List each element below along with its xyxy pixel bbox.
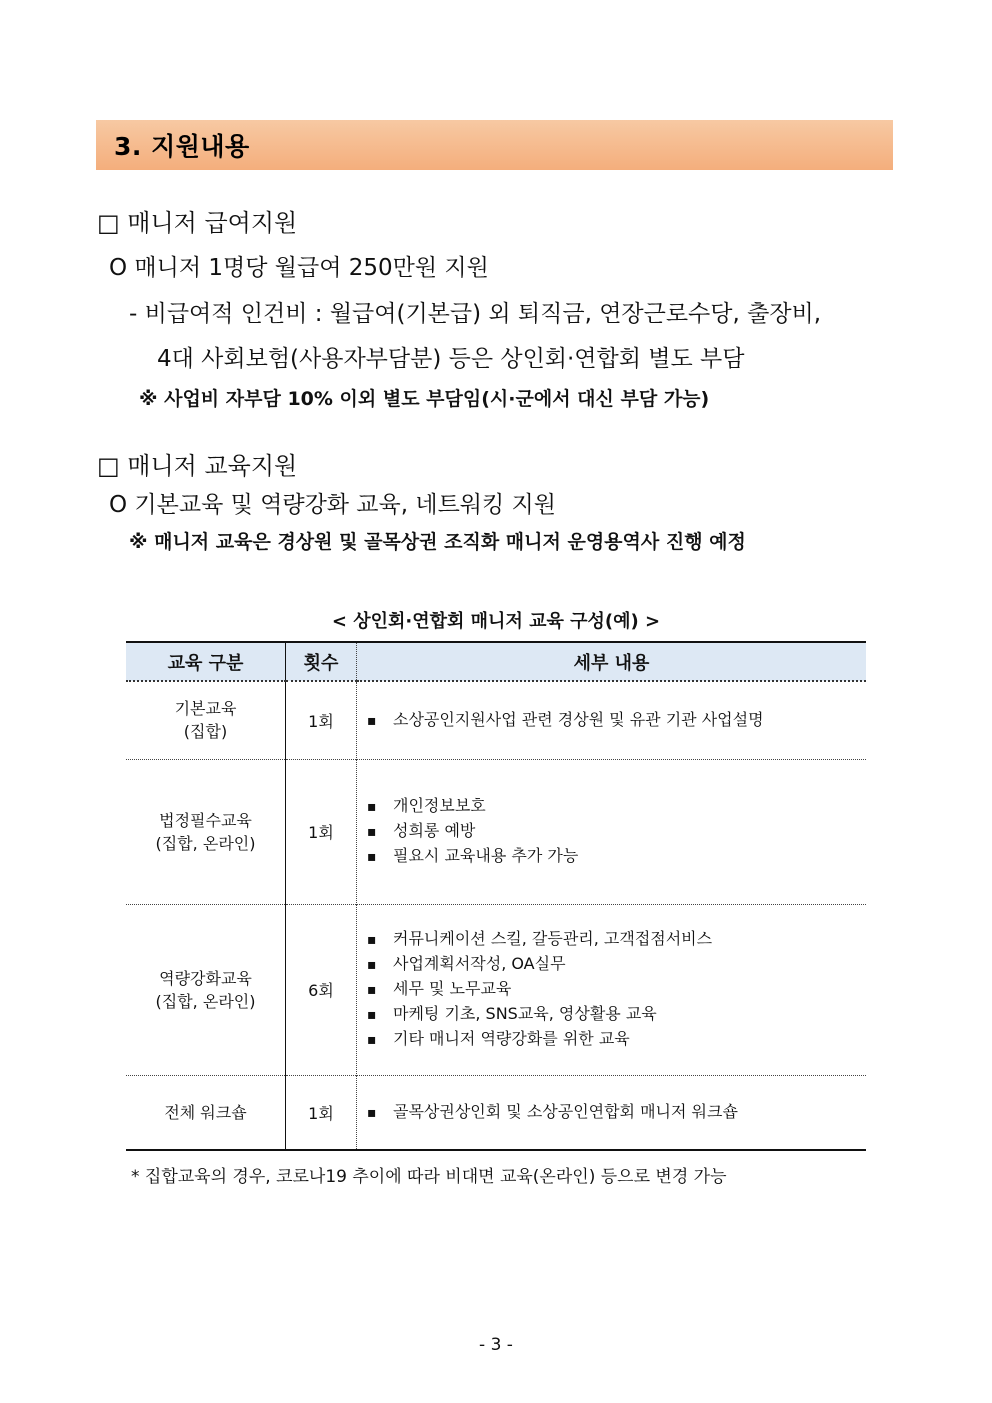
detail-item: ▪ 기타 매니저 역량강화를 위한 교육 <box>365 1027 865 1052</box>
category-cell <box>126 1075 286 1150</box>
page-number: - 3 - <box>479 1335 513 1355</box>
count-cell: 1회 <box>286 759 357 904</box>
category-cell <box>126 904 286 1075</box>
detail-item: ▪ 마케팅 기초, SNS교육, 영상활용 교육 <box>365 1002 865 1027</box>
details-list <box>365 794 865 869</box>
detail-item: ▪ 골목상권상인회 및 소상공인연합회 매니저 워크숍 <box>365 1100 865 1125</box>
salary-detail-line2: 4대 사회보험(사용자부담분) 등은 상인회·연합회 별도 부담 <box>157 346 745 372</box>
salary-note: ※ 사업비 자부담 10% 이외 별도 부담임(시·군에서 대신 부담 가능) <box>139 388 710 410</box>
count-cell: 6회 <box>286 904 357 1075</box>
salary-detail-line1: - 비급여적 인건비 : 월급여(기본급) 외 퇴직금, 연장근로수당, 출장비, <box>129 301 822 327</box>
detail-item: ▪ 사업계획서작성, OA실무 <box>365 952 865 977</box>
details-list <box>365 1100 865 1125</box>
count-cell: 1회 <box>286 1075 357 1150</box>
category-cell <box>126 681 286 759</box>
details-list <box>365 708 865 733</box>
details-cell <box>357 681 867 759</box>
header-category: 교육 구분 <box>126 642 286 681</box>
details-cell <box>357 904 867 1075</box>
details-list <box>365 927 865 1052</box>
count-cell: 1회 <box>286 681 357 759</box>
category-cell <box>126 759 286 904</box>
detail-item: ▪ 필요시 교육내용 추가 가능 <box>365 844 865 869</box>
table-row <box>126 1075 866 1150</box>
section-title-bar <box>96 120 893 170</box>
table-header-row <box>126 642 866 681</box>
table-caption: < 상인회·연합회 매니저 교육 구성(예) > <box>331 611 661 632</box>
section-title: 3. 지원내용 <box>114 132 250 161</box>
detail-item: ▪ 성희롱 예방 <box>365 819 865 844</box>
category-name: 전체 워크숍 <box>164 1102 247 1122</box>
education-note: ※ 매니저 교육은 경상원 및 골목상권 조직화 매니저 운영용역사 진행 예정 <box>129 531 746 553</box>
salary-heading: □ 매니저 급여지원 <box>97 209 298 237</box>
category-mode: (집합, 온라인) <box>155 833 256 853</box>
category-name: 법정필수교육 <box>159 810 252 830</box>
footnote: * 집합교육의 경우, 코로나19 추이에 따라 비대면 교육(온라인) 등으로 변경 가능 <box>131 1167 727 1187</box>
education-point: O 기본교육 및 역량강화 교육, 네트워킹 지원 <box>109 492 556 518</box>
header-count: 횟수 <box>286 642 357 681</box>
category-mode: (집합) <box>183 722 228 742</box>
detail-item: ▪ 세무 및 노무교육 <box>365 977 865 1002</box>
details-cell <box>357 1075 867 1150</box>
category-name: 기본교육 <box>174 699 237 719</box>
detail-item: ▪ 커뮤니케이션 스킬, 갈등관리, 고객접점서비스 <box>365 927 865 952</box>
table-row <box>126 759 866 904</box>
table-row <box>126 681 866 759</box>
category-mode: (집합, 온라인) <box>155 991 256 1011</box>
salary-point: O 매니저 1명당 월급여 250만원 지원 <box>109 255 489 281</box>
category-name: 역량강화교육 <box>159 968 252 988</box>
education-table <box>126 641 866 1151</box>
education-heading: □ 매니저 교육지원 <box>97 452 298 480</box>
detail-item: ▪ 소상공인지원사업 관련 경상원 및 유관 기관 사업설명 <box>365 708 865 733</box>
detail-item: ▪ 개인정보보호 <box>365 794 865 819</box>
table-row <box>126 904 866 1075</box>
details-cell <box>357 759 867 904</box>
header-details: 세부 내용 <box>357 642 867 681</box>
